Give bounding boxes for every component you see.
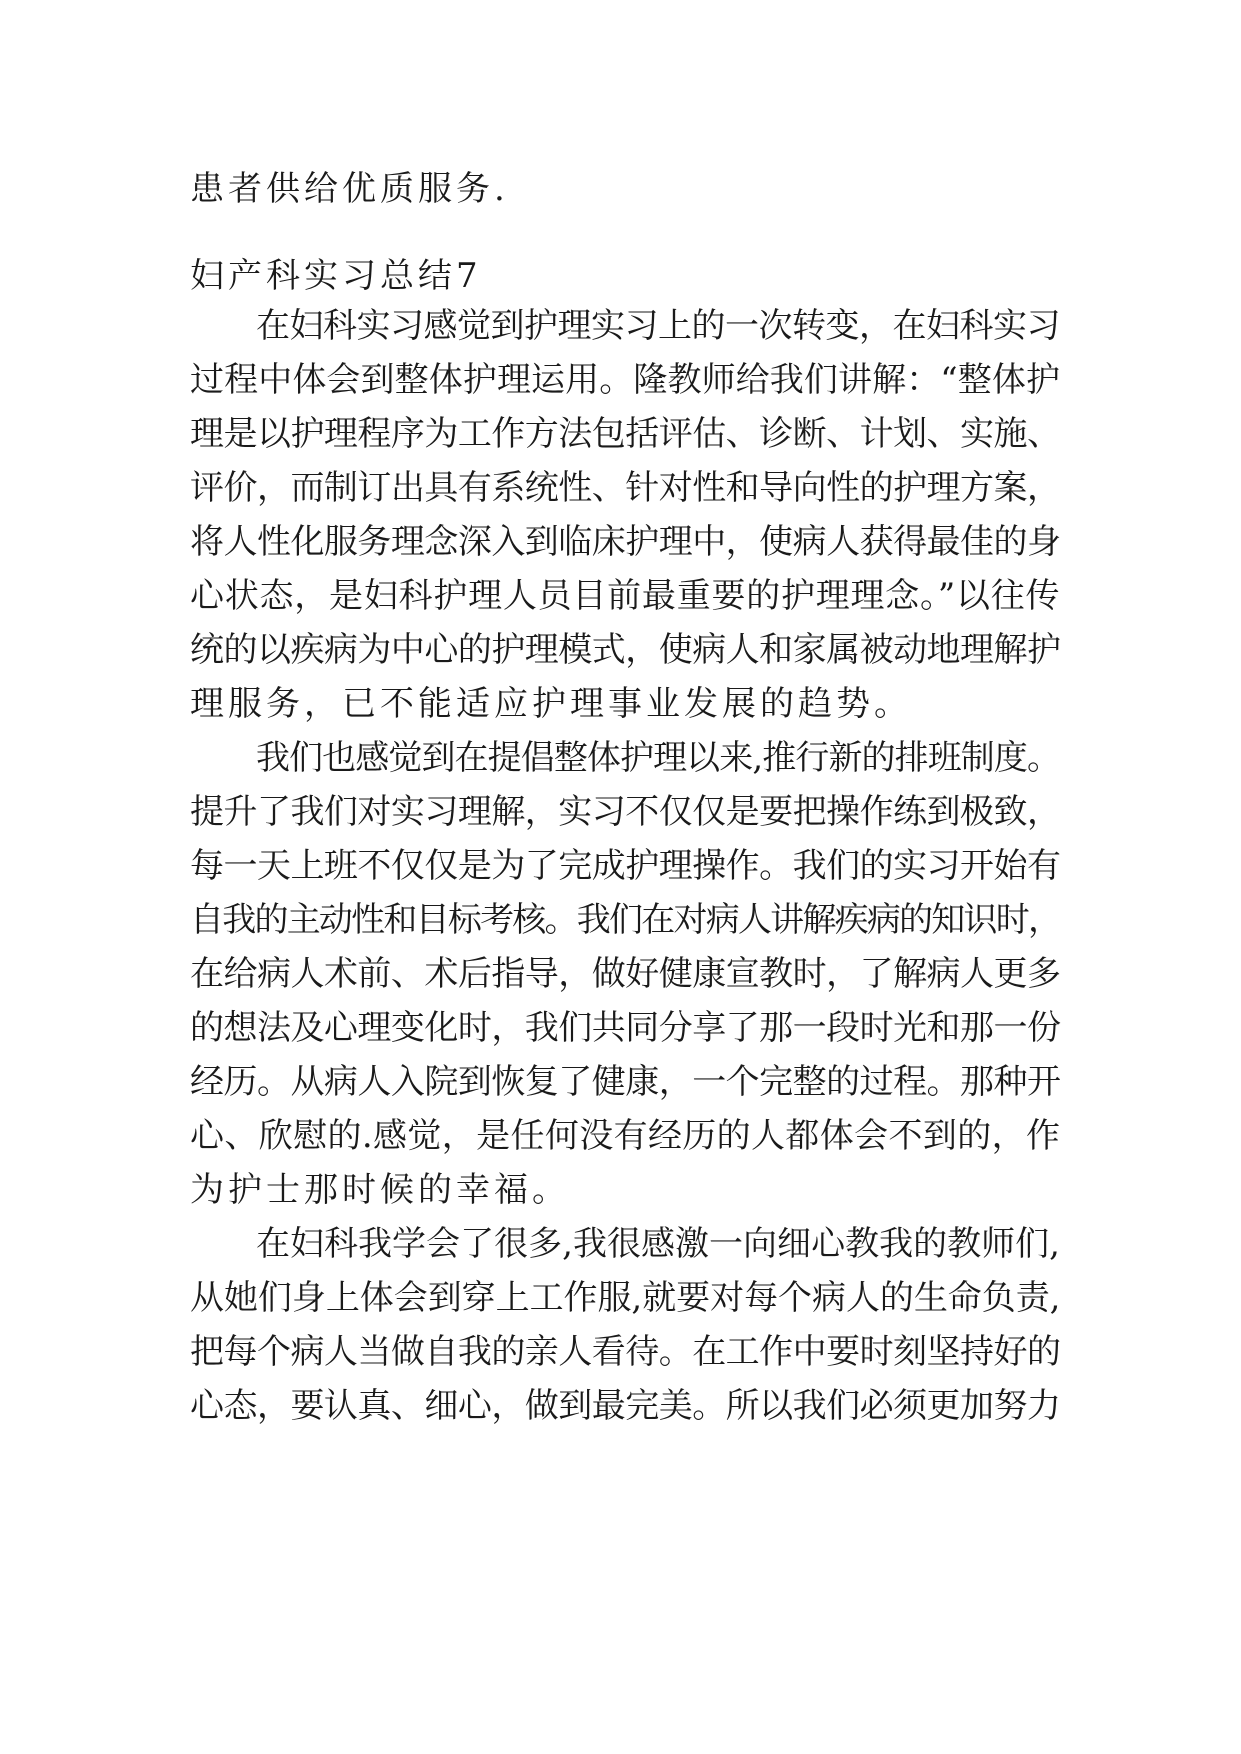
text-line: 每一天上班不仅仅是为了完成护理操作。我们的实习开始有 xyxy=(190,846,1060,886)
text-line: 提升了我们对实习理解，实习不仅仅是要把操作练到极致， xyxy=(190,792,1060,832)
text-line: 的想法及心理变化时，我们共同分享了那一段时光和那一份 xyxy=(190,1008,1060,1048)
text-line: 为护士那时候的幸福。 xyxy=(190,1170,570,1210)
text-line: 把每个病人当做自我的亲人看待。在工作中要时刻坚持好的 xyxy=(190,1332,1060,1372)
text-line: 自我的主动性和目标考核。我们在对病人讲解疾病的知识时， xyxy=(190,900,1060,940)
text-line: 在妇科实习感觉到护理实习上的一次转变，在妇科实习 xyxy=(256,306,1060,346)
text-line: 心态，要认真、细心，做到最完美。所以我们必须更加努力 xyxy=(190,1386,1060,1426)
text-line: 理服务，已不能适应护理事业发展的趋势。 xyxy=(190,684,912,724)
text-line: 理是以护理程序为工作方法包括评估、诊断、计划、实施、 xyxy=(190,414,1060,454)
text-line: 患者供给优质服务. xyxy=(190,169,509,209)
text-line: 经历。从病人入院到恢复了健康，一个完整的过程。那种开 xyxy=(190,1062,1060,1102)
text-line: 在妇科我学会了很多,我很感激一向细心教我的教师们, xyxy=(256,1224,1060,1264)
text-line: 在给病人术前、术后指导，做好健康宣教时，了解病人更多 xyxy=(190,954,1060,994)
text-line: 我们也感觉到在提倡整体护理以来,推行新的排班制度。 xyxy=(256,738,1060,778)
text-line: 心状态，是妇科护理人员目前最重要的护理理念。”以往传 xyxy=(190,576,1060,616)
text-line: 从她们身上体会到穿上工作服,就要对每个病人的生命负责, xyxy=(190,1278,1060,1318)
text-line: 过程中体会到整体护理运用。隆教师给我们讲解：“整体护 xyxy=(190,360,1060,400)
text-line: 评价，而制订出具有系统性、针对性和导向性的护理方案， xyxy=(190,468,1060,508)
text-line: 将人性化服务理念深入到临床护理中，使病人获得最佳的身 xyxy=(190,522,1060,562)
section-heading: 妇产科实习总结7 xyxy=(190,256,482,296)
text-line: 统的以疾病为中心的护理模式，使病人和家属被动地理解护 xyxy=(190,630,1060,670)
text-line: 心、欣慰的.感觉，是任何没有经历的人都体会不到的，作 xyxy=(190,1116,1060,1156)
